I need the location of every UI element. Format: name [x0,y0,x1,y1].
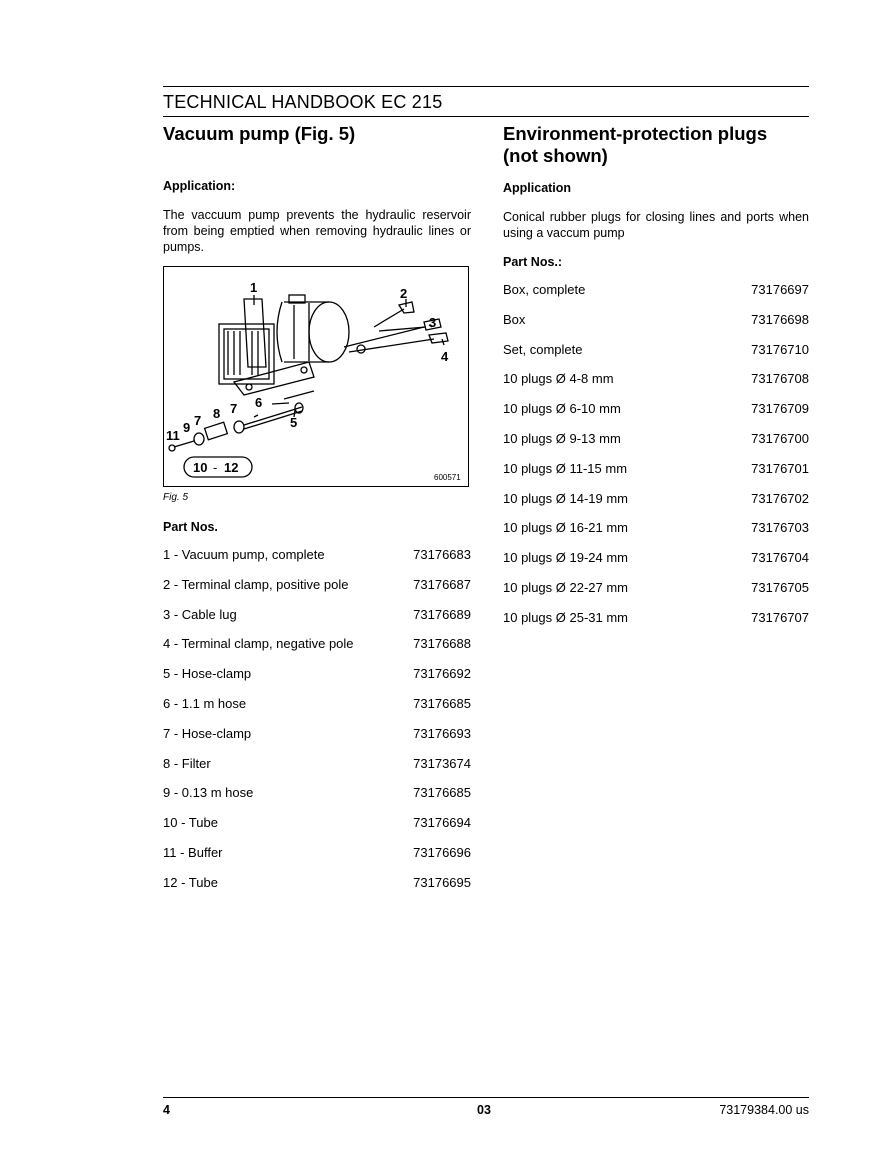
footer-center-code: 03 [477,1103,491,1117]
figure-caption: Fig. 5 [163,492,189,503]
plugs-parts-label: Part Nos.: [503,255,563,269]
part-number: 73176689 [413,606,471,622]
list-item [503,372,809,402]
list-item [503,611,809,641]
parts-list [163,548,471,906]
list-item [163,608,471,638]
list-item [503,551,809,581]
list-item [503,521,809,551]
part-name: 12 - Tube [163,874,218,890]
plugs-heading-line1: Environment-protection plugs [503,123,768,144]
list-item [503,462,809,492]
list-item [163,548,471,578]
vacuum-pump-heading: Vacuum pump (Fig. 5) [163,123,356,144]
list-item [163,786,471,816]
part-name: 7 - Hose-clamp [163,725,252,741]
footer-rule [163,1097,809,1098]
callout-9: 9 [183,420,191,435]
list-item [503,313,809,343]
part-number: 73176683 [413,547,471,562]
part-number: 73176694 [413,815,471,831]
part-name: 10 plugs Ø 11-15 mm [503,460,628,476]
list-item [163,637,471,667]
callout-range-sep: - [213,460,218,475]
part-number: 73176707 [751,609,809,625]
list-item [503,581,809,611]
part-name: 10 plugs Ø 25-31 mm [503,609,629,625]
callout-7a: 7 [230,401,238,416]
part-name: 10 plugs Ø 14-19 mm [503,490,629,506]
part-number: 73176692 [413,666,471,682]
part-name: 10 - Tube [163,815,218,831]
callout-range-end: 12 [224,460,239,475]
list-item [163,667,471,697]
list-item [503,343,809,373]
part-name: 8 - Filter [163,755,211,771]
parts-label: Part Nos. [163,520,218,534]
part-number: 73176693 [413,725,471,741]
callout-3: 3 [429,315,437,330]
right-column [503,123,809,641]
part-name: 9 - 0.13 m hose [163,785,254,801]
callout-2: 2 [400,286,408,301]
list-item [163,846,471,876]
part-number: 73176698 [751,311,809,327]
part-number: 73176685 [413,695,471,711]
plugs-heading-line2: (not shown) [503,145,608,166]
part-number: 73176710 [751,341,809,357]
vacuum-pump-illustration [164,267,468,486]
plugs-application-label: Application [503,181,572,195]
callout-range-start: 10 [193,460,208,475]
list-item [163,876,471,906]
list-item [503,492,809,522]
part-name: 10 plugs Ø 4-8 mm [503,371,614,387]
callout-6: 6 [255,395,263,410]
left-column [163,123,471,906]
list-item [163,816,471,846]
figure-code: 600571 [434,473,461,482]
application-text: The vaccuum pump prevents the hydraulic reservoir from being emptied when removing hydraulic lines or pumps. [163,208,471,254]
plugs-parts-list [503,283,809,641]
list-item [503,283,809,313]
list-item [163,697,471,727]
part-number: 73176695 [413,874,471,890]
part-number: 73176685 [413,785,471,801]
part-number: 73176700 [751,430,809,446]
application-label: Application: [163,179,236,193]
part-number: 73176703 [751,520,809,536]
part-name: 11 - Buffer [163,844,223,860]
document-title: TECHNICAL HANDBOOK EC 215 [163,92,443,112]
part-number: 73176697 [751,282,809,297]
part-number: 73176709 [751,401,809,417]
part-name: 6 - 1.1 m hose [163,695,247,711]
part-number: 73176696 [413,844,471,860]
plugs-heading [503,123,809,167]
part-name: Box [503,311,526,327]
page-number: 4 [163,1103,170,1117]
callout-11: 11 [166,428,180,443]
callout-8: 8 [213,406,221,421]
callout-4: 4 [441,349,449,364]
part-name: 2 - Terminal clamp, positive pole [163,576,349,592]
part-name: Set, complete [503,341,583,357]
part-number: 73176702 [751,490,809,506]
part-name: 10 plugs Ø 9-13 mm [503,430,621,446]
callout-5: 5 [290,415,298,430]
part-name: 10 plugs Ø 16-21 mm [503,520,629,536]
list-item [163,757,471,787]
part-number: 73176705 [751,579,809,595]
part-number: 73176701 [751,460,809,476]
header-bottom-rule [163,116,809,117]
part-name: 5 - Hose-clamp [163,666,252,682]
figure-vacuum-pump [163,266,469,487]
header-top-rule [163,86,809,87]
part-name: 3 - Cable lug [163,606,237,622]
callout-1: 1 [250,280,258,295]
part-number: 73173674 [413,755,471,771]
part-name: 10 plugs Ø 19-24 mm [503,550,629,566]
plugs-application-text: Conical rubber plugs for closing lines and ports when using a vaccum pump [503,210,809,240]
list-item [163,578,471,608]
list-item [503,402,809,432]
part-name: 10 plugs Ø 22-27 mm [503,579,629,595]
document-number: 73179384.00 us [719,1103,809,1117]
list-item [163,727,471,757]
part-number: 73176704 [751,550,809,566]
part-name: 10 plugs Ø 6-10 mm [503,401,621,417]
part-number: 73176688 [413,636,471,652]
list-item [503,432,809,462]
part-name: 1 - Vacuum pump, complete [163,547,325,562]
part-number: 73176708 [751,371,809,387]
part-number: 73176687 [413,576,471,592]
part-name: Box, complete [503,282,586,297]
callout-7b: 7 [194,413,202,428]
part-name: 4 - Terminal clamp, negative pole [163,636,354,652]
